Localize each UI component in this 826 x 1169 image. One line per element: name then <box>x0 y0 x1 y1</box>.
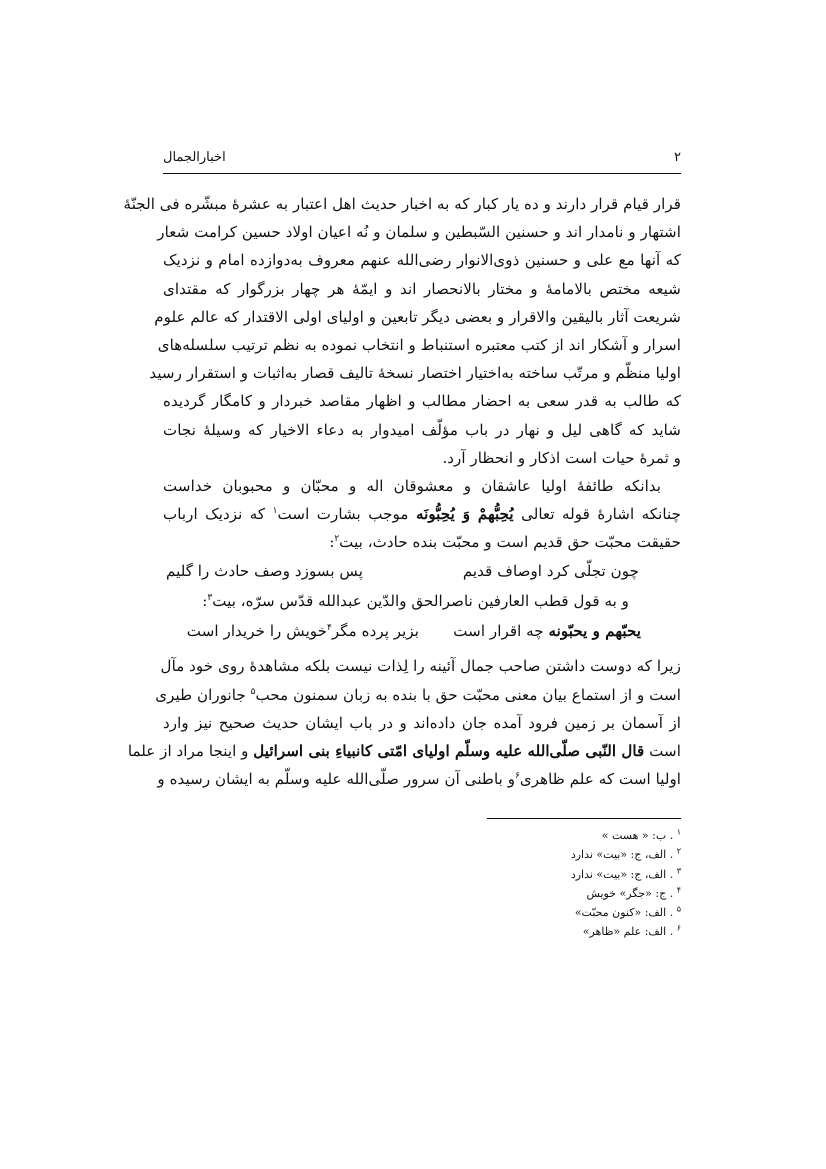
verse-couplet <box>163 616 681 646</box>
footnote <box>400 826 681 845</box>
footnote-ref: ۵ <box>250 686 256 697</box>
text-run: : <box>202 592 208 611</box>
text-run: چنانکه اشارهٔ قوله تعالی <box>513 505 682 524</box>
footnote-number: ۶ <box>676 923 681 933</box>
text-line: و ثمرهٔ حیات است اذکار و انحظار آرد. <box>442 448 681 467</box>
text-run: خویش را خریدار است <box>186 622 328 641</box>
footnote-rule <box>487 818 681 819</box>
text-line: اولیا منظّم و مرتّب ساخته به‌اختیار اختصار نسخهٔ تالیف قصار به‌اثبات و استقرار رسید <box>149 364 681 383</box>
footnote <box>400 884 681 903</box>
verse-hemistich: پس بسوزد وصف حادث را گلیم <box>166 562 363 581</box>
page-number: ۲ <box>674 150 681 165</box>
main-text <box>123 190 682 793</box>
text-line <box>157 765 681 793</box>
text-line: بدانکه طائفهٔ اولیا عاشقان و معشوقان اله و محبّان و محبوبان خداست <box>163 476 661 495</box>
footnote-number: ۵ <box>676 904 681 914</box>
text-run: و باطنی آن سرور صلّی‌الله علیه وسلّم به ایشان رسیده و <box>157 770 516 789</box>
header-rule <box>163 173 681 174</box>
text-run: چه اقرار است <box>453 622 549 641</box>
footnote <box>400 845 681 864</box>
text-line: از آسمان بر زمین فرود آمده جان داده‌اند و در باب ایشان حدیث صحیح نیز وارد <box>163 713 681 732</box>
text-line: اشتهار و نامدار اند و حسنین السّبطین و سلمان و نُه اعیان اولاد حسین کرامت شعار <box>157 223 681 242</box>
text-run: است و از استماع بیان معنی محبّت حق با بنده به زبان سمنون محب <box>255 685 681 704</box>
footnote-number: ۱ <box>676 827 681 837</box>
text-run: جانوران طیری <box>155 685 251 704</box>
text-run: است <box>644 742 681 760</box>
footnote-ref: ۲ <box>334 534 340 545</box>
text-line <box>163 528 681 556</box>
text-run: و اینجا مراد از علما <box>127 742 254 760</box>
text-line: شیعه مختص بالامامهٔ و مختار بالانحصار اند و ایمّهٔ هر چهار بزرگوار که مقتدای <box>163 279 681 298</box>
text-line: شریعت آثار بالیقین والاقرار و بعضی دیگر تابعین و اولیای اولی الاقتدار که عالم علوم <box>154 307 681 326</box>
footnote-text: . الف، ج: «بیت» ندارد <box>570 848 674 862</box>
text-run: اولیا است که علم ظاهری <box>519 770 681 789</box>
text-line <box>155 681 681 709</box>
footnote-number: ۴ <box>676 885 681 895</box>
footnote-text: . الف: علم «ظاهر» <box>582 925 674 939</box>
hadith-quote: قال النّبی صلّی‌الله علیه وسلّم اولیای امّتی کانبیاءِ بنی اسرائیل <box>253 742 645 760</box>
running-title: اخبارالجمال <box>163 150 226 165</box>
text-line: که آنها مع علی و حسنین ذوی‌الانوار رضی‌الله عنهم معروف به‌دوازده امام و نزدیک <box>163 251 681 270</box>
footnote-text: . ج: «جگر» خویش <box>586 886 674 900</box>
footnote-text: . الف، ج: «بیت» ندارد <box>570 867 674 881</box>
verse-hemistich <box>187 616 419 646</box>
footnote-ref: ۴ <box>327 623 332 634</box>
verse-hemistich: چون تجلّی کرد اوصاف قدیم <box>462 562 639 581</box>
footnote <box>400 922 681 941</box>
footnote-text: . الف: «کنون محبّت» <box>574 906 674 920</box>
footnote-ref: ۳ <box>207 593 213 604</box>
text-line: زیرا که دوست داشتن صاحب جمال آئینه را لِذات نیست بلکه مشاهدهٔ روی خود مآل <box>160 657 681 676</box>
text-run: : <box>329 533 335 552</box>
text-line: اسرار و آشکار اند از کتب معتبره استنباط و انتخاب نموده به نظم ترتیب سلسله‌های <box>157 335 681 354</box>
text-line: شاید که گاهی لیل و نهار در باب مؤلّف امیدوار به دعاء الاخیار که وسیلهٔ نجات <box>163 420 681 439</box>
text-line: که طالب به قدر سعی به احضار مطالب و اظهار مقاصد خبردار و کامگار گردیده <box>163 392 681 411</box>
quran-quote: یحبّهم و یحبّونه <box>548 622 641 641</box>
verse-intro-line <box>163 586 681 616</box>
text-run: حقیقت محبّت حق قدیم است و محبّت بنده حادث، بیت <box>339 533 681 552</box>
footnote-ref: ۶ <box>515 771 520 782</box>
text-line <box>127 737 681 765</box>
text-line: قرار قیام قرار دارند و ده یار کبار که به اخبار حدیث اهل اعتبار به عشرهٔ مبشّره فی الجنّهٔ <box>123 195 681 213</box>
verse-hemistich <box>453 616 641 646</box>
text-run <box>202 586 629 616</box>
footnote-number: ۲ <box>676 846 681 856</box>
footnotes <box>400 826 681 942</box>
text-run: بزیر پرده مگر <box>331 622 419 641</box>
footnote <box>400 903 681 922</box>
verse-couplet <box>163 556 681 586</box>
text-run: که نزدیک ارباب <box>163 505 273 524</box>
text-run: و به قول قطب العارفین ناصرالحق والدّین عبدالله قدّس سرّه، بیت <box>212 592 629 611</box>
text-line <box>163 500 681 528</box>
footnote-text: . ب: « هست » <box>601 829 674 842</box>
quran-quote: یُحِبُّهمْ وَ یُحِبُّونَه <box>415 505 514 524</box>
text-run: موجب بشارت است <box>277 505 416 524</box>
footnote-number: ۳ <box>676 865 681 875</box>
footnote <box>400 865 681 884</box>
footnote-ref: ۱ <box>272 506 278 516</box>
page-header <box>163 150 681 170</box>
